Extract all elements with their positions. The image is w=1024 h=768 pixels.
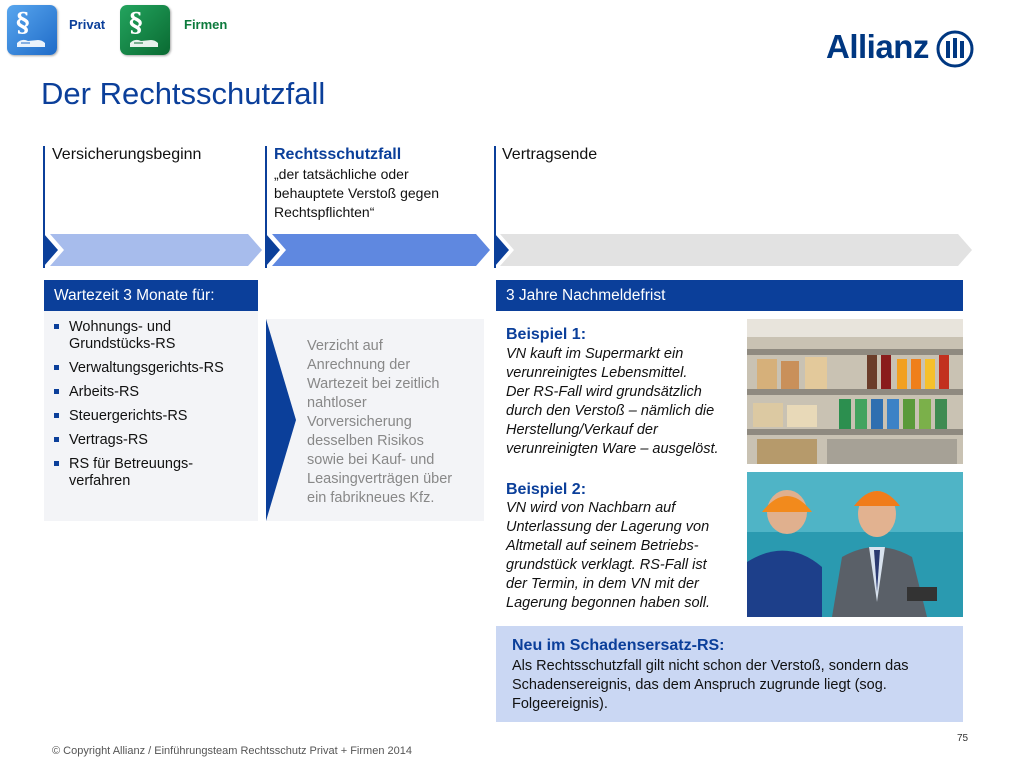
supermarket-photo	[747, 319, 963, 464]
bullet-icon	[54, 461, 59, 466]
bullet-icon	[54, 389, 59, 394]
list-item: Arbeits-RS	[54, 384, 254, 401]
bullet-icon	[54, 324, 59, 329]
phase-vertragsende: Vertragsende	[502, 146, 598, 163]
hand-icon	[129, 34, 159, 48]
paragraph-symbol: §	[16, 8, 30, 38]
list-item: Verwaltungsgerichts-RS	[54, 360, 254, 377]
beispiel-1-text: VN kauft im Supermarkt ein verunreinigtes Lebensmittel. Der RS-Fall wird grundsätzlich durch den Verstoß – nämlich die Herstellung/Verkauf der verunreinigten Ware – ausgelöst.	[506, 346, 719, 457]
privat-label[interactable]: Privat	[69, 17, 106, 32]
page-title: Der Rechtsschutzfall	[41, 76, 326, 111]
wartezeit-list	[54, 319, 254, 497]
bullet-icon	[54, 437, 59, 442]
beispiel-2-text: VN wird von Nachbarn auf Unterlassung der Lagerung von Altmetall auf seinem Betriebs- grundstück verklagt. RS-Fall ist der Termin, in dem VN mit der Lagerung begonnen haben soll.	[506, 500, 710, 611]
bullet-icon	[54, 365, 59, 370]
definition-line: Rechtspflichten“	[274, 204, 375, 220]
definition-line: „der tatsächliche oder	[274, 166, 409, 182]
workers-photo	[747, 472, 963, 617]
nachmeldefrist-header: 3 Jahre Nachmeldefrist	[496, 280, 963, 311]
paragraph-symbol: §	[129, 8, 143, 38]
firmen-label[interactable]: Firmen	[184, 17, 228, 32]
list-item: Vertrags-RS	[54, 432, 254, 449]
beispiel-1-title: Beispiel 1:	[506, 326, 587, 343]
footer-copyright: © Copyright Allianz / Einführungsteam Rechtsschutz Privat + Firmen 2014	[52, 745, 412, 757]
verzicht-text: Verzicht auf Anrechnung der Wartezeit bei zeitlich nahtloser Vorversicherung desselben Risikos sowie bei Kauf- und Leasingverträgen über ein fabrikneues Kfz.	[307, 338, 453, 506]
timeline-arrows	[40, 228, 980, 272]
timeline-segment-2	[272, 234, 490, 266]
list-item: Wohnungs- und Grundstücks-RS	[54, 319, 254, 353]
allianz-eagle-icon	[936, 30, 974, 68]
neu-text: Als Rechtsschutzfall gilt nicht schon der Verstoß, sondern das Schadensereignis, das dem Anspruch zugrunde liegt (sog. Folgeereignis).	[512, 658, 909, 712]
definition-line: behauptete Verstoß gegen	[274, 185, 440, 201]
beispiel-2-title: Beispiel 2:	[506, 481, 587, 498]
verzicht-chevron-icon	[266, 319, 298, 521]
page-number: 75	[957, 733, 969, 744]
wartezeit-box	[44, 311, 258, 521]
firmen-paragraph-icon[interactable]	[120, 5, 170, 55]
allianz-logo-text: Allianz	[826, 28, 929, 65]
rechtsschutzfall-definition	[274, 165, 439, 222]
neu-schadensersatz-box	[496, 626, 963, 722]
phase-rechtsschutzfall: Rechtsschutzfall	[274, 146, 402, 163]
bullet-icon	[54, 413, 59, 418]
wartezeit-header: Wartezeit 3 Monate für:	[44, 280, 258, 311]
phase-versicherungsbeginn: Versicherungsbeginn	[52, 146, 202, 163]
timeline-segment-1	[50, 234, 262, 266]
hand-icon	[16, 34, 46, 48]
timeline-segment-3	[500, 234, 972, 266]
privat-paragraph-icon[interactable]	[7, 5, 57, 55]
list-item: Steuergerichts-RS	[54, 408, 254, 425]
neu-title: Neu im Schadensersatz-RS:	[512, 637, 725, 654]
list-item: RS für Betreuungs- verfahren	[54, 456, 254, 490]
